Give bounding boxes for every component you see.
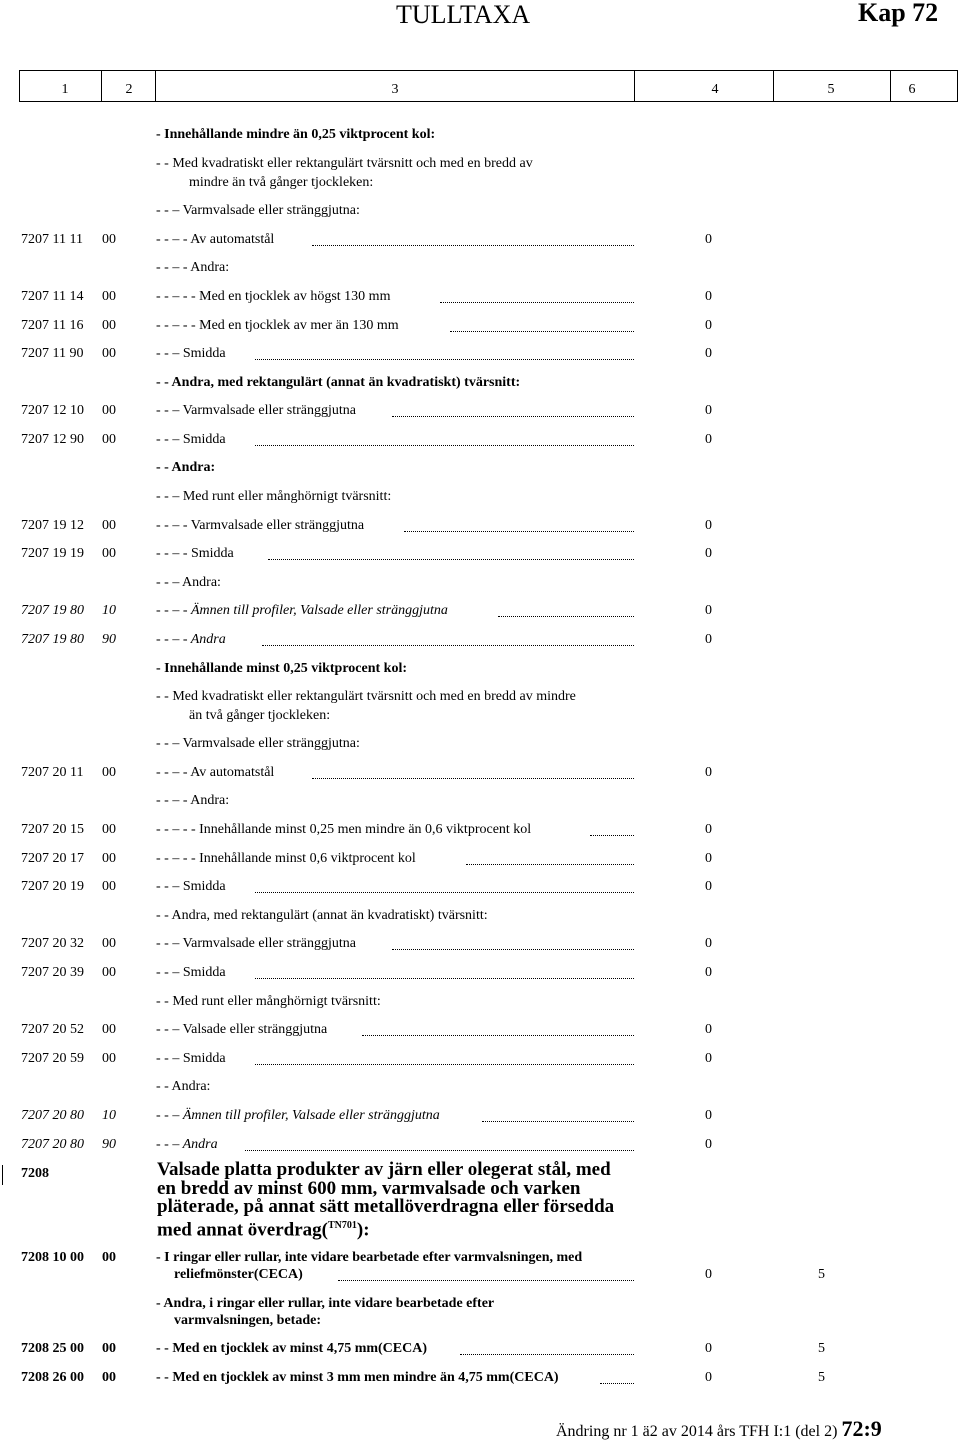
column-number: 5 [827,82,835,97]
heading-code: 7208 [21,1166,49,1181]
tariff-subcode: 90 [102,1137,116,1152]
tariff-code: 7207 19 80 [21,632,84,647]
duty-rate: 0 [705,936,712,951]
tariff-subcode: 00 [102,346,116,361]
subheading: - - – - Andra: [156,260,230,275]
tariff-subcode: 00 [102,289,116,304]
tariff-code: 7207 20 17 [21,851,84,866]
subheading: - Andra, i ringar eller rullar, inte vidare bearbetade efter [156,1296,495,1311]
subheading: - - Andra, med rektangulärt (annat än kvadratiskt) tvärsnitt: [156,908,488,923]
tariff-subcode: 00 [102,1022,116,1037]
leader-dots [255,359,634,360]
tariff-subcode: 00 [102,851,116,866]
subheading: - - – Andra: [156,575,221,590]
duty-rate: 0 [705,346,712,361]
duty-rate: 0 [705,432,712,447]
tariff-subcode: 00 [102,1341,116,1356]
tariff-description: - - – Smidda [156,346,226,361]
tariff-code: 7208 26 00 [21,1370,84,1385]
tariff-subcode: 90 [102,632,116,647]
subheading: - - – Varmvalsade eller stränggjutna: [156,203,360,218]
leader-dots [450,331,634,332]
column-divider [773,71,774,101]
tariff-code: 7207 11 14 [21,289,84,304]
heading-line [157,1217,614,1240]
document-title: TULLTAXA [396,0,531,29]
tariff-subcode: 00 [102,518,116,533]
tariff-description: - - – - Ämnen till profiler, Valsade eller stränggjutna [156,603,448,618]
duty-rate: 0 [705,603,712,618]
leader-dots [255,1064,634,1065]
page-number: 72:9 [841,1416,882,1441]
leader-dots [362,1035,634,1036]
tariff-subcode: 00 [102,1370,116,1385]
column-divider [155,71,156,101]
tariff-description: - - – Andra [156,1137,218,1152]
heading-line-text: med annat överdrag( [157,1218,328,1240]
leader-dots [440,302,634,303]
heading-text [157,1161,614,1239]
duty-rate: 0 [705,518,712,533]
tariff-subcode: 00 [102,1250,116,1265]
tariff-description: - - – - Av automatstål [156,765,275,780]
subheading: - - – - Andra: [156,793,230,808]
tariff-code: 7208 10 00 [21,1250,84,1265]
tariff-description: - - – - Varmvalsade eller stränggjutna [156,518,365,533]
change-bar [2,1165,3,1185]
leader-dots [482,1121,634,1122]
subheading-continued: än två gånger tjockleken: [189,708,331,723]
subheading: - - Med kvadratiskt eller rektangulärt tvärsnitt och med en bredd av [156,156,533,171]
tariff-description: - - – Varmvalsade eller stränggjutna [156,403,356,418]
column-number: 3 [391,82,399,97]
column-divider [101,71,102,101]
tariff-code: 7207 11 90 [21,346,84,361]
column-divider [890,71,891,101]
tariff-description: - - – Smidda [156,965,226,980]
duty-rate: 0 [705,403,712,418]
tariff-description: - - – - Andra [156,632,226,647]
duty-rate: 0 [705,822,712,837]
duty-rate: 0 [705,1267,712,1282]
subheading-continued: varmvalsningen, betade: [174,1313,321,1328]
tariff-code: 7207 20 80 [21,1108,84,1123]
column-number: 2 [125,82,133,97]
tariff-description: - - – - - Med en tjocklek av högst 130 mm [156,289,391,304]
tariff-code: 7207 20 52 [21,1022,84,1037]
leader-dots [392,416,634,417]
section-heading: - Innehållande mindre än 0,25 viktprocent kol: [156,127,436,142]
tariff-subcode: 00 [102,318,116,333]
subheading: - - Med kvadratiskt eller rektangulärt tvärsnitt och med en bredd av mindre [156,689,576,704]
duty-rate-col5: 5 [818,1370,825,1385]
tariff-code: 7207 19 12 [21,518,84,533]
tariff-code: 7207 12 10 [21,403,84,418]
tariff-subcode: 00 [102,1051,116,1066]
tariff-code: 7207 11 16 [21,318,84,333]
subheading-continued: mindre än två gånger tjockleken: [189,175,374,190]
leader-dots [466,864,634,865]
column-number: 4 [711,82,719,97]
leader-dots [312,245,634,246]
column-divider [19,71,20,101]
subheading: - - Andra: [156,460,216,475]
column-header-row [19,70,958,102]
chapter-label: Kap 72 [858,0,939,27]
tariff-code: 7207 20 32 [21,936,84,951]
tariff-description: - - – - - Innehållande minst 0,6 viktprocent kol [156,851,416,866]
tariff-code: 7207 20 80 [21,1137,84,1152]
duty-rate: 0 [705,546,712,561]
section-heading: - Innehållande minst 0,25 viktprocent kol: [156,661,407,676]
leader-dots [255,978,634,979]
duty-rate: 0 [705,318,712,333]
leader-dots [590,835,634,836]
tariff-subcode: 00 [102,936,116,951]
duty-rate: 0 [705,1108,712,1123]
column-number: 6 [908,82,916,97]
tariff-subcode: 00 [102,879,116,894]
tariff-description-continued: reliefmönster(CECA) [174,1267,303,1282]
tariff-description: - - – - - Med en tjocklek av mer än 130 mm [156,318,399,333]
leader-dots [392,949,634,950]
leader-dots [498,616,634,617]
duty-rate: 0 [705,879,712,894]
tariff-description: - - – Varmvalsade eller stränggjutna [156,936,356,951]
leader-dots [245,1150,634,1151]
subheading: - - Andra, med rektangulärt (annat än kvadratiskt) tvärsnitt: [156,375,521,390]
column-number: 1 [61,82,69,97]
tariff-code: 7207 11 11 [21,232,83,247]
tariff-description: - - – Smidda [156,1051,226,1066]
tariff-code: 7207 20 39 [21,965,84,980]
leader-dots [338,1280,634,1281]
column-divider [634,71,635,101]
duty-rate: 0 [705,851,712,866]
leader-dots [255,892,634,893]
duty-rate: 0 [705,1341,712,1356]
duty-rate: 0 [705,632,712,647]
tariff-subcode: 00 [102,232,116,247]
tariff-subcode: 00 [102,403,116,418]
duty-rate-col5: 5 [818,1341,825,1356]
tariff-subcode: 00 [102,965,116,980]
duty-rate: 0 [705,765,712,780]
heading-line: Valsade platta produkter av järn eller olegerat stål, med [157,1159,611,1180]
duty-rate: 0 [705,1022,712,1037]
tariff-subcode: 00 [102,765,116,780]
duty-rate: 0 [705,1051,712,1066]
tariff-code: 7207 19 19 [21,546,84,561]
tariff-description: - - – - - Innehållande minst 0,25 men mindre än 0,6 viktprocent kol [156,822,532,837]
leader-dots [268,559,634,560]
subheading: - - Med runt eller månghörnigt tvärsnitt: [156,994,381,1009]
tariff-code: 7207 19 80 [21,603,84,618]
duty-rate-col5: 5 [818,1267,825,1282]
tariff-subcode: 10 [102,1108,116,1123]
tariff-description: - - Med en tjocklek av minst 3 mm men mindre än 4,75 mm(CECA) [156,1370,559,1385]
subheading: - - – Varmvalsade eller stränggjutna: [156,736,360,751]
heading-line: en bredd av minst 600 mm, varmvalsade och varken [157,1177,581,1199]
leader-dots [255,445,634,446]
tariff-code: 7207 20 11 [21,765,84,780]
tariff-subcode: 00 [102,546,116,561]
tariff-description: - I ringar eller rullar, inte vidare bearbetade efter varmvalsningen, med [156,1250,583,1265]
tariff-code: 7208 25 00 [21,1341,84,1356]
tariff-description: - - – Valsade eller stränggjutna [156,1022,328,1037]
tariff-description: - - – Smidda [156,879,226,894]
page-footer [556,1416,882,1442]
tariff-code: 7207 20 15 [21,822,84,837]
duty-rate: 0 [705,1370,712,1385]
leader-dots [312,778,634,779]
tariff-description: - - – Smidda [156,432,226,447]
tariff-description: - - – - Smidda [156,546,234,561]
tariff-subcode: 00 [102,432,116,447]
tariff-description: - - – Ämnen till profiler, Valsade eller stränggjutna [156,1108,440,1123]
duty-rate: 0 [705,289,712,304]
tariff-subcode: 00 [102,822,116,837]
subheading: - - Andra: [156,1079,211,1094]
subheading: - - – Med runt eller månghörnigt tvärsnitt: [156,489,392,504]
tariff-subcode: 10 [102,603,116,618]
column-divider [957,71,958,101]
duty-rate: 0 [705,232,712,247]
tariff-description: - - – - Av automatstål [156,232,275,247]
heading-line-end: ): [356,1218,370,1240]
leader-dots [460,1354,634,1355]
duty-rate: 0 [705,1137,712,1152]
leader-dots [404,531,634,532]
footnote-reference: TN701 [327,1219,357,1231]
leader-dots [262,645,634,646]
duty-rate: 0 [705,965,712,980]
leader-dots [600,1383,634,1384]
tariff-code: 7207 12 90 [21,432,84,447]
tariff-code: 7207 20 59 [21,1051,84,1066]
tariff-code: 7207 20 19 [21,879,84,894]
amendment-note: Ändring nr 1 ä2 av 2014 års TFH I:1 (del 2) [556,1423,838,1440]
tariff-description: - - Med en tjocklek av minst 4,75 mm(CECA) [156,1341,428,1356]
heading-line: pläterade, på annat sätt metallöverdragna eller försedda [157,1196,615,1217]
